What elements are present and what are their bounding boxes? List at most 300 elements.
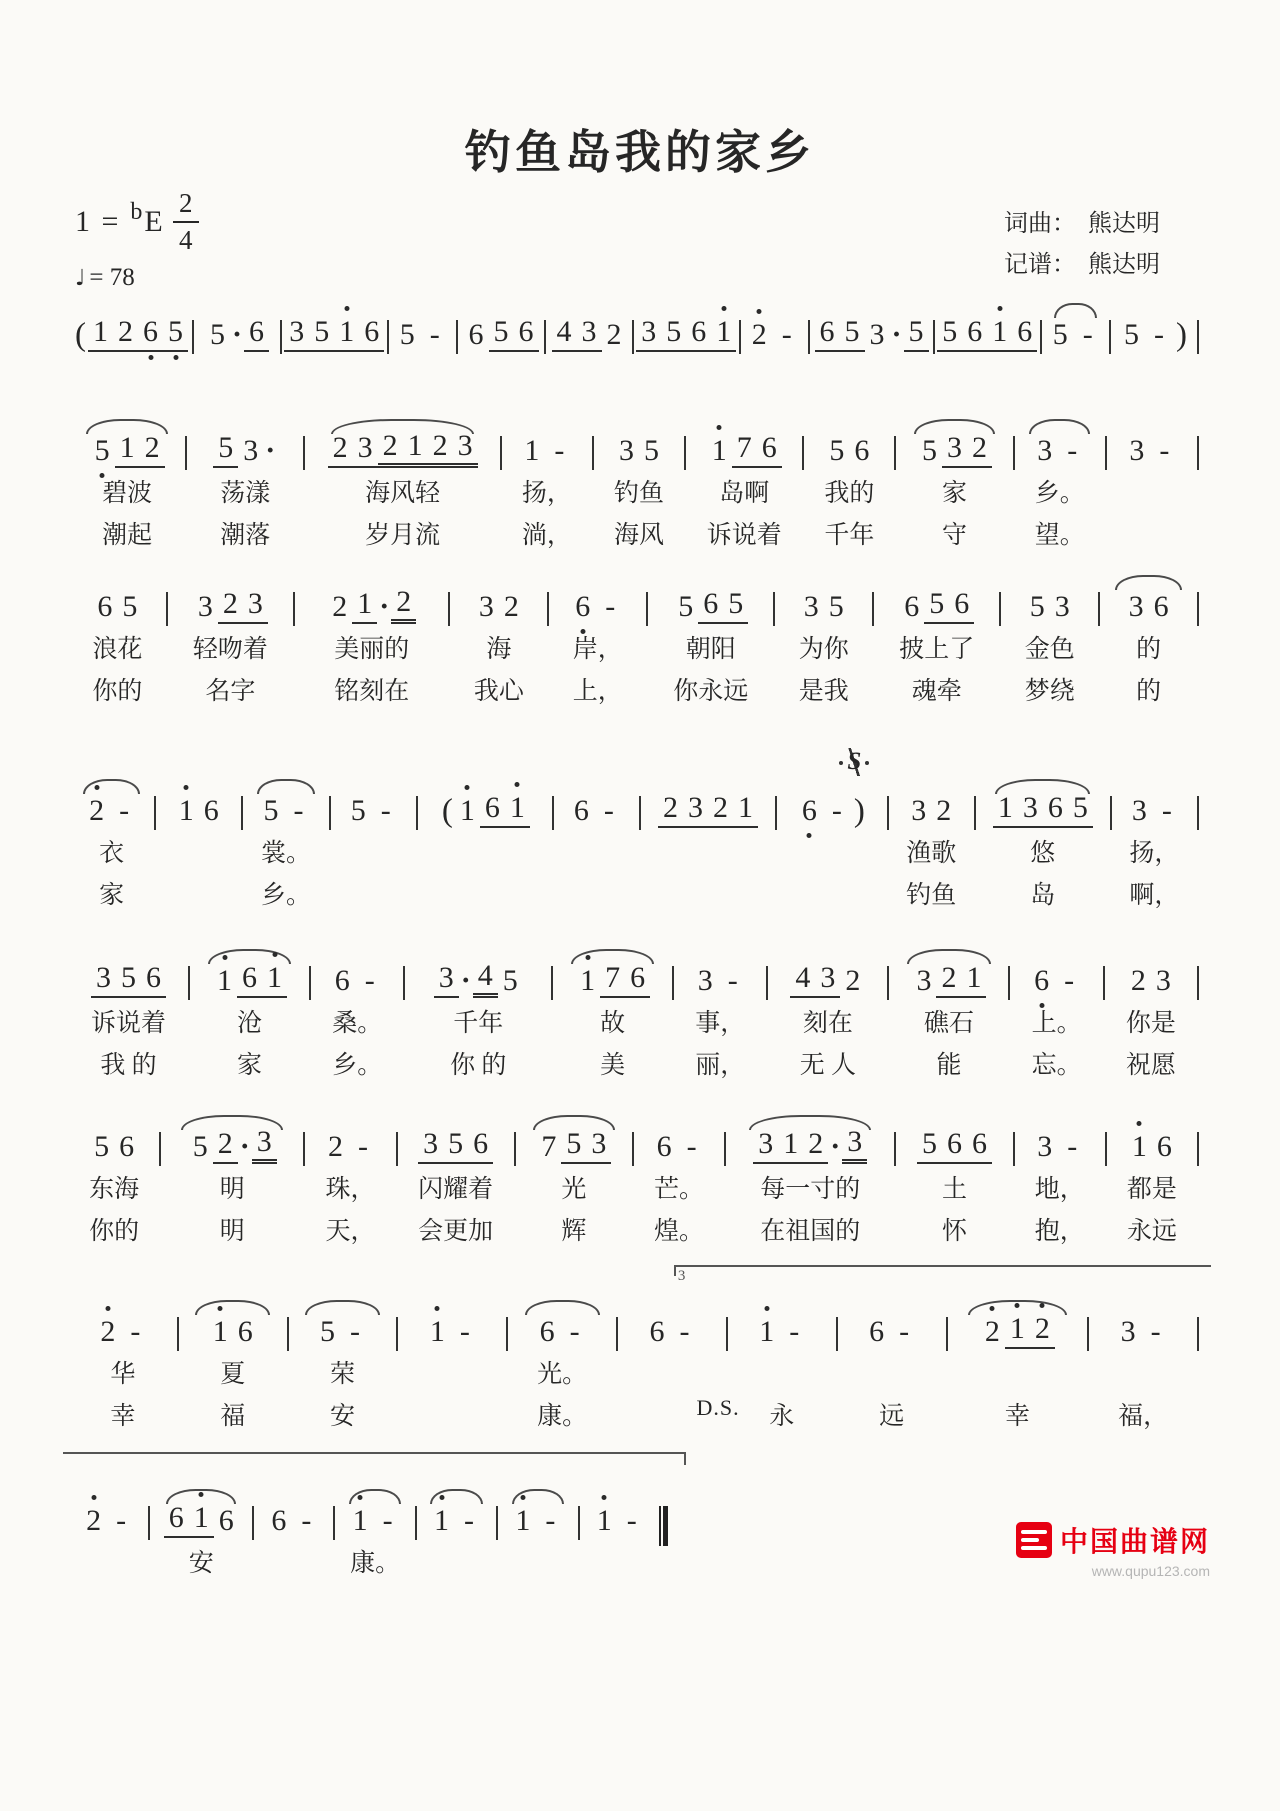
barline	[500, 436, 502, 470]
measure-notes	[185, 1295, 281, 1355]
note-token: 6	[757, 431, 782, 468]
note-token: 5	[661, 315, 686, 352]
note-token: 5	[309, 315, 334, 352]
note-token: 2	[140, 431, 165, 468]
measure	[504, 1484, 571, 1586]
barline	[387, 320, 389, 354]
barline	[739, 320, 741, 354]
lyric-slot: 幸	[110, 1403, 136, 1430]
measure-notes	[954, 1295, 1082, 1355]
music-system-1	[75, 298, 1205, 358]
measure-notes	[75, 774, 148, 834]
note-token: 5	[1029, 590, 1045, 623]
note-token: 1	[524, 434, 540, 467]
barline	[1008, 966, 1010, 1000]
measure-notes	[311, 1110, 389, 1170]
note-token: -	[364, 964, 375, 997]
measure	[1021, 1110, 1099, 1254]
note-token: 3	[243, 434, 259, 467]
lyric-slot: 抱，	[1034, 1218, 1085, 1245]
measure	[404, 1110, 508, 1254]
barline	[192, 320, 194, 354]
measure	[395, 298, 451, 358]
note-token: 5	[561, 1127, 586, 1164]
note-token: 6	[334, 964, 350, 997]
lyric-slot	[624, 1355, 720, 1397]
lyric-slot: 无 人	[799, 1052, 857, 1079]
note-token: 7	[541, 1130, 557, 1163]
note-token: -	[119, 794, 130, 827]
note-token: 3	[243, 587, 268, 624]
measure	[514, 1295, 610, 1439]
lyric-slot: 故	[600, 1010, 626, 1037]
note-token: 2	[606, 318, 622, 351]
note-token: 2	[113, 315, 138, 352]
barline	[551, 966, 553, 1000]
note-token: 5	[502, 964, 518, 997]
note-token: 1	[348, 1504, 373, 1538]
lyric-slot: 荣	[330, 1361, 356, 1388]
note-token: 3	[418, 1127, 443, 1164]
measure	[200, 298, 274, 358]
note-token: 6	[119, 1130, 135, 1163]
measure-notes	[75, 414, 179, 474]
note-token: 5	[1068, 791, 1093, 828]
lyric-slot	[162, 876, 235, 918]
measure-notes	[895, 774, 968, 834]
measure-notes	[895, 944, 1002, 1004]
key-signature	[75, 186, 199, 258]
note-token: 3	[91, 961, 116, 998]
note-token: 1	[455, 794, 480, 828]
note-token: -	[679, 1315, 690, 1348]
note-token: 6	[1153, 590, 1169, 623]
lyric-slot: 都是	[1126, 1176, 1177, 1203]
note-token: 6	[1156, 1130, 1172, 1163]
note-token: 3	[869, 318, 885, 351]
measure	[1118, 774, 1191, 918]
lyric-slot: 是我	[798, 678, 849, 705]
lyric-slot: 你的	[92, 678, 143, 705]
note-token: 1	[510, 1504, 535, 1538]
note-token: 6	[164, 1501, 189, 1538]
note-token: 1	[88, 315, 113, 352]
lyric-slot	[504, 1544, 571, 1586]
lyric-slot: 潮起	[102, 522, 153, 549]
note-token: 1	[711, 315, 736, 352]
music-system-6	[75, 1110, 1205, 1254]
note-token: -	[459, 1315, 470, 1348]
lyric-slot	[424, 834, 546, 876]
barline	[632, 1132, 634, 1166]
score-header	[75, 186, 1205, 292]
lyric-slot: 碧波	[102, 480, 153, 507]
barline	[448, 592, 450, 626]
lyric-slot: 岛	[1030, 882, 1056, 909]
barline	[1197, 436, 1199, 470]
note-token: -	[545, 1504, 556, 1537]
lyric-slot: 美丽的	[334, 636, 410, 663]
measure-notes	[1118, 774, 1191, 834]
barline	[1105, 1132, 1107, 1166]
measure	[75, 944, 182, 1088]
barline	[684, 436, 686, 470]
lyric-slot: 乡。	[332, 1052, 383, 1079]
note-token: 2	[391, 585, 416, 624]
note-token: ·	[239, 1130, 250, 1163]
lyric-slot: 我的	[824, 480, 875, 507]
note-token: 2	[328, 1130, 343, 1163]
measure-notes	[167, 1110, 297, 1170]
lyric-slot: 啊，	[1129, 882, 1180, 909]
note-token: 6	[854, 434, 870, 467]
note-token: -	[1067, 434, 1078, 467]
note-token: 1	[189, 1501, 214, 1538]
note-token: 6	[514, 315, 539, 352]
note-token: 3	[353, 431, 378, 468]
barline	[1040, 320, 1042, 354]
lyric-slot: 安	[188, 1550, 214, 1577]
lyric-slot: 扬，	[521, 480, 572, 507]
barline	[403, 966, 405, 1000]
note-token: 6	[570, 590, 595, 624]
note-token: )	[1176, 317, 1187, 353]
watermark	[1016, 1520, 1210, 1579]
measure	[586, 1484, 653, 1586]
barline	[547, 592, 549, 626]
lyric-slot: 祝愿	[1125, 1052, 1176, 1079]
note-token: 7	[600, 961, 625, 998]
barline	[166, 592, 168, 626]
key-note: E	[144, 205, 163, 238]
note-token: 6	[218, 1504, 234, 1537]
measure-notes	[288, 298, 381, 358]
measure	[341, 1484, 408, 1586]
lyric-slot	[404, 1397, 500, 1439]
note-token: 1	[334, 315, 359, 352]
barline	[672, 966, 674, 1000]
lyric-slot: 钓鱼	[614, 480, 665, 507]
note-token: 6	[1029, 964, 1054, 998]
note-token: 5	[209, 318, 225, 351]
note-token: 6	[625, 961, 650, 998]
measure	[902, 414, 1006, 558]
measure-notes	[156, 1484, 246, 1544]
measure-notes	[1113, 1110, 1191, 1170]
note-token: 6	[359, 315, 384, 352]
measure	[249, 774, 322, 918]
barline	[303, 1132, 305, 1166]
measure	[162, 774, 235, 918]
measure	[954, 1295, 1082, 1439]
flat-sign: b	[130, 198, 143, 225]
barline	[1197, 320, 1199, 354]
measure-notes	[647, 774, 769, 834]
measure	[647, 774, 769, 918]
measure	[423, 1484, 490, 1586]
note-token: 3	[284, 315, 309, 352]
measure-notes	[600, 414, 678, 474]
note-token: 3	[619, 434, 635, 467]
barline	[148, 1506, 150, 1540]
note-token: 6	[203, 794, 219, 827]
lyric-slot	[560, 876, 633, 918]
note-token: 5	[489, 315, 514, 352]
measure-notes	[404, 1295, 500, 1355]
note-token: 6	[237, 961, 262, 998]
lyric-slot: 明	[219, 1218, 245, 1245]
measure-notes	[508, 414, 586, 474]
measure	[156, 1484, 246, 1586]
measure-notes	[75, 1110, 153, 1170]
composer-label: 词曲：	[1004, 211, 1076, 237]
measure-notes	[162, 774, 235, 834]
lyric-slot: 辉	[561, 1218, 587, 1245]
note-token: (	[441, 793, 453, 829]
measure-notes	[640, 1110, 718, 1170]
note-token: 1	[208, 1315, 233, 1349]
composer-credit	[1004, 204, 1160, 245]
lyric-slot: 刻在	[802, 1010, 853, 1037]
measure	[781, 570, 866, 714]
measure	[404, 1295, 500, 1439]
music-system-2	[75, 414, 1205, 558]
barline	[1098, 592, 1100, 626]
lyric-slot	[624, 1397, 720, 1439]
note-token: -	[899, 1315, 910, 1348]
measure	[1106, 570, 1191, 714]
lyric-slot	[734, 1355, 830, 1397]
tempo-marking	[75, 264, 199, 292]
measure	[311, 414, 493, 558]
segno-sign: S	[843, 748, 865, 776]
measure-notes	[1095, 1295, 1191, 1355]
barline	[887, 966, 889, 1000]
lyric-slot: 你 的	[450, 1052, 507, 1079]
note-token: 2	[213, 1127, 238, 1164]
measure-notes	[624, 1295, 720, 1355]
barline	[999, 592, 1001, 626]
barline	[616, 1317, 618, 1351]
measure-notes	[464, 298, 538, 358]
barline	[154, 796, 156, 830]
measure-notes	[196, 944, 303, 1004]
measure-notes	[423, 1484, 490, 1544]
lyric-slot: 东海	[89, 1176, 140, 1203]
lyric-slot	[1113, 474, 1191, 516]
lyric-slot: 为你	[798, 636, 849, 663]
measure	[185, 1295, 281, 1439]
note-token: 6	[1043, 791, 1068, 828]
lyric-slot: 福，	[1118, 1403, 1169, 1430]
note-token: -	[1161, 794, 1172, 827]
barline	[836, 1317, 838, 1351]
note-token: -	[727, 964, 738, 997]
measure-notes	[75, 570, 160, 630]
measure	[640, 298, 733, 358]
measure-notes	[1111, 944, 1191, 1004]
lyric-slot	[586, 1544, 653, 1586]
music-system-7	[75, 1268, 1205, 1439]
note-token: 1	[575, 964, 600, 998]
measure-notes	[311, 414, 493, 474]
note-token: 6	[141, 961, 166, 998]
lyric-slot: 衣	[99, 840, 125, 867]
measure-notes	[193, 414, 297, 474]
lyric-slot: 安	[330, 1403, 356, 1430]
note-token: 5	[90, 434, 115, 468]
lyric-slot: 铭刻在	[334, 678, 410, 705]
barline	[775, 796, 777, 830]
note-token: 5	[840, 315, 865, 352]
measure-notes	[260, 1484, 327, 1544]
note-token: ·	[379, 590, 390, 623]
lyric-slot: 轻吻着	[192, 636, 268, 663]
note-token: -	[464, 1504, 474, 1537]
measure-notes	[783, 774, 881, 834]
measure	[810, 414, 888, 558]
note-token: 6	[686, 315, 711, 352]
note-token: 1	[403, 429, 428, 468]
measure	[1016, 944, 1096, 1088]
note-token: -	[1150, 1315, 1161, 1348]
measure-notes	[781, 570, 866, 630]
barline	[287, 1317, 289, 1351]
barline	[1087, 1317, 1089, 1351]
note-token: 6	[656, 1130, 672, 1163]
measure	[560, 774, 633, 918]
measure	[734, 1295, 830, 1439]
lyric-slot: 淌，	[521, 522, 572, 549]
lyric-slot: 土	[942, 1176, 968, 1203]
note-token: 2	[328, 431, 353, 468]
measure-notes	[810, 414, 888, 474]
barline	[1103, 966, 1105, 1000]
note-token: 6	[573, 794, 589, 827]
lyric-slot: 钓鱼	[906, 882, 957, 909]
lyric-slot	[337, 876, 410, 918]
measure-notes	[1117, 298, 1191, 358]
note-token: 3	[1037, 434, 1053, 467]
lyric-slot: 每一寸的	[760, 1176, 861, 1203]
meter-numerator: 2	[179, 187, 193, 218]
note-token: ·	[231, 318, 242, 351]
lyric-slot: 闪耀着	[418, 1176, 494, 1203]
measure	[1113, 414, 1191, 558]
measure	[1113, 1110, 1191, 1254]
note-token: ·	[460, 964, 471, 997]
lyric-slot: 幸	[1004, 1403, 1030, 1430]
lyric-slot	[162, 834, 235, 876]
note-token: 1	[754, 1315, 779, 1349]
lyric-slot	[1095, 1355, 1191, 1397]
measure	[552, 298, 626, 358]
note-token: 6	[468, 318, 484, 351]
barline	[177, 1317, 179, 1351]
note-token: 3	[697, 964, 713, 997]
barline	[894, 1132, 896, 1166]
note-token: 3	[1155, 964, 1171, 997]
measure-notes	[522, 1110, 626, 1170]
barline	[159, 1132, 161, 1166]
note-token: 1	[1005, 1312, 1030, 1349]
measure-notes	[982, 774, 1104, 834]
measure	[1117, 298, 1191, 358]
volta-bracket-end	[63, 1452, 686, 1454]
note-token: 3	[434, 961, 459, 998]
lyric-slot: 披上了	[899, 636, 975, 663]
dal-segno-mark: D.S.	[696, 1395, 740, 1420]
lyric-slot: 守	[942, 522, 968, 549]
lyric-slot: 海	[486, 636, 512, 663]
measure	[680, 944, 760, 1088]
lyric-slot: 裳。	[261, 840, 312, 867]
measure	[895, 944, 1002, 1088]
note-token: 3	[1128, 590, 1144, 623]
barline	[1013, 436, 1015, 470]
note-token: 2	[218, 587, 243, 624]
note-token: 1	[987, 315, 1012, 352]
barline	[309, 966, 311, 1000]
note-token: 1	[592, 1504, 617, 1538]
note-token: 5	[1052, 318, 1068, 351]
barline	[514, 1132, 516, 1166]
measure	[654, 570, 767, 714]
measure	[555, 570, 640, 714]
lyric-slot: 千年	[453, 1010, 504, 1037]
note-token: 5	[917, 1127, 942, 1164]
measure	[559, 944, 666, 1088]
note-token: 1	[505, 791, 530, 828]
note-token: 2	[84, 794, 109, 828]
lyric-slot: 你永远	[673, 678, 749, 705]
note-token: 6	[480, 791, 505, 828]
note-token: -	[380, 794, 391, 827]
measure-notes	[880, 570, 993, 630]
note-token: 5	[263, 794, 279, 827]
lyric-slot	[337, 834, 410, 876]
note-token: 1	[262, 961, 287, 998]
lyric-slot: 地，	[1034, 1176, 1085, 1203]
measure-notes	[747, 298, 803, 358]
note-token: 6	[904, 590, 920, 623]
measure	[747, 298, 803, 358]
watermark-site-url[interactable]: www.qupu123.com	[1091, 1563, 1210, 1579]
composer-name: 熊达明	[1088, 211, 1160, 237]
barline	[456, 320, 458, 354]
note-token: 1	[352, 587, 377, 624]
note-token: 3	[683, 791, 708, 828]
measure	[75, 1295, 171, 1439]
music-system-3	[75, 570, 1205, 714]
note-token: 5	[116, 961, 141, 998]
meter-divider	[173, 221, 199, 223]
barline	[1105, 436, 1107, 470]
note-token: 1	[115, 431, 140, 468]
measure-notes	[514, 1295, 610, 1355]
measure	[311, 1110, 389, 1254]
measure	[456, 570, 541, 714]
note-token: -	[382, 1504, 393, 1537]
barline	[1109, 320, 1111, 354]
note-token: 5	[350, 794, 366, 827]
note-token: 3	[1131, 794, 1147, 827]
note-token: 3	[842, 1125, 867, 1164]
lyric-slot: 天，	[325, 1218, 376, 1245]
barline	[1110, 796, 1112, 830]
note-token: 2	[332, 590, 348, 623]
measure	[508, 414, 586, 558]
